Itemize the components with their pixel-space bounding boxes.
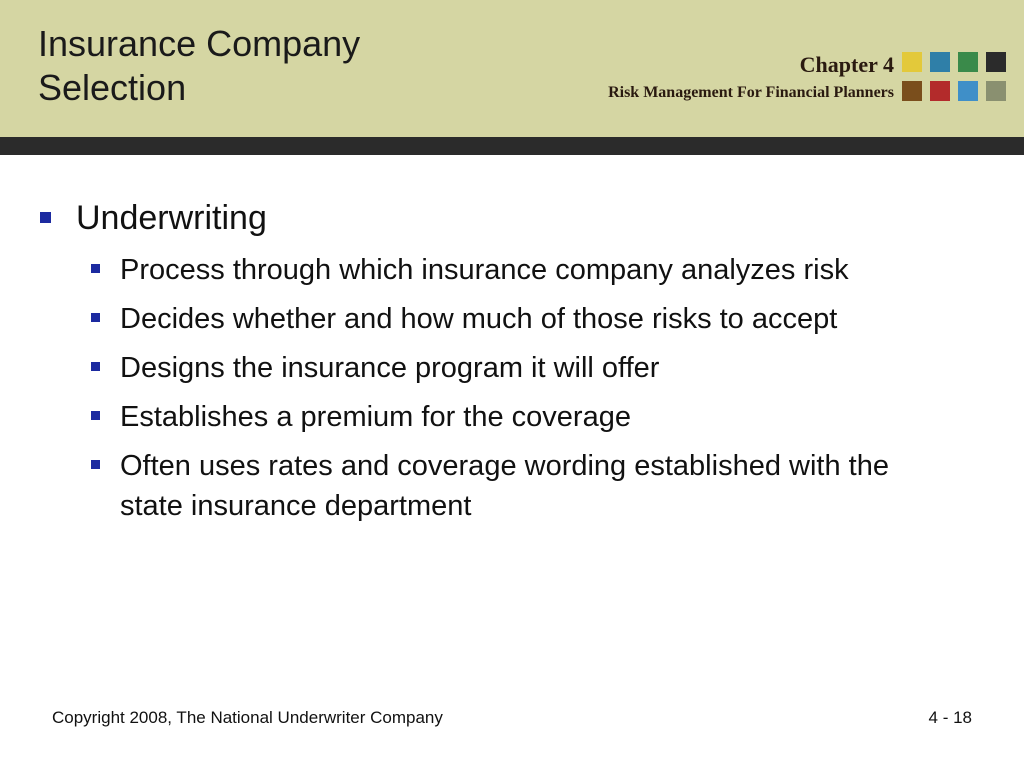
header-band [0,0,1024,137]
square-gray [986,81,1006,101]
square-black [986,52,1006,72]
square-bullet-icon [91,411,100,420]
sub-bullet-item [36,250,940,290]
sub-bullet-item [36,446,940,526]
sub-bullet-item [36,348,940,388]
main-bullet-item [36,196,986,240]
sub-bullet-text: Designs the insurance program it will offer [120,352,660,384]
sub-bullet-text: Process through which insurance company analyzes risk [120,254,849,286]
square-bullet-icon [91,313,100,322]
square-bullet-icon [40,212,51,223]
main-bullet-text: Underwriting [76,199,267,237]
square-light-blue [958,81,978,101]
square-bullet-icon [91,460,100,469]
chapter-block [608,52,894,104]
sub-bullet-text: Often uses rates and coverage wording established with the state insurance department [120,450,889,522]
sub-bullet-item [36,397,940,437]
slide-content [36,196,986,535]
sub-bullet-list [36,250,986,526]
slide-title: Insurance Company Selection [38,23,361,108]
square-green [958,52,978,72]
sub-bullet-text: Decides whether and how much of those risks to accept [120,303,838,335]
square-bullet-icon [91,362,100,371]
square-bullet-icon [91,264,100,273]
sub-bullet-text: Establishes a premium for the coverage [120,401,631,433]
chapter-label: Chapter 4 [799,52,894,77]
footer-copyright: Copyright 2008, The National Underwriter Company [52,708,443,727]
color-squares-logo [902,52,1008,104]
chapter-subtitle: Risk Management For Financial Planners [608,84,894,101]
square-red [930,81,950,101]
square-blue [930,52,950,72]
square-yellow [902,52,922,72]
sub-bullet-item [36,299,940,339]
footer-page-number: 4 - 18 [928,708,972,727]
square-brown [902,81,922,101]
header-divider-bar [0,137,1024,155]
